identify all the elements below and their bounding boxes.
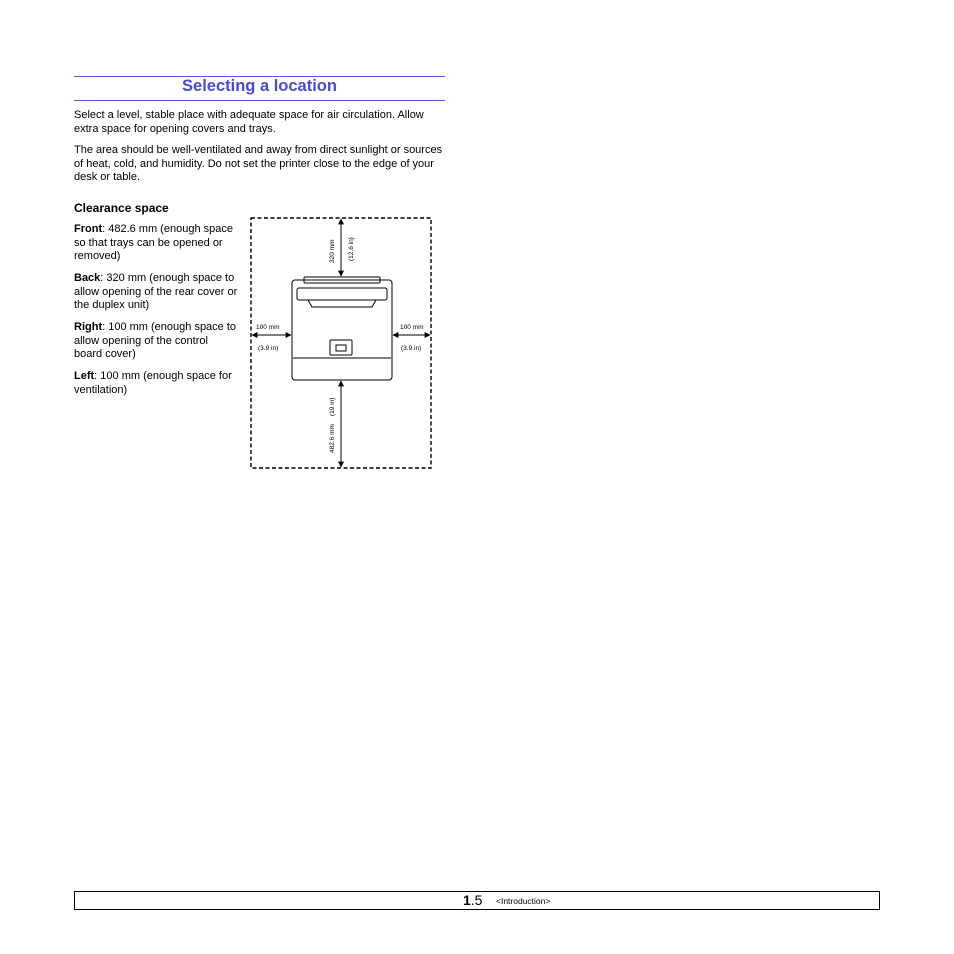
clearance-left-label: Left	[74, 370, 95, 382]
printer-illustration	[292, 277, 392, 380]
front-in-label: (19 in)	[329, 397, 336, 416]
page-title: Selecting a location	[182, 77, 337, 95]
page-index: .5	[470, 892, 483, 908]
clearance-front-label: Front	[74, 223, 103, 235]
clearance-left	[74, 370, 239, 397]
page-number	[463, 892, 482, 909]
clearance-right-text: : 100 mm (enough space to allow opening of the control board cover)	[74, 321, 237, 360]
back-in-label: (12.6 in)	[348, 237, 355, 261]
clearance-back	[74, 272, 239, 313]
heading-rule-bottom	[74, 100, 445, 101]
footer-section-label: <Introduction>	[496, 896, 551, 906]
clearance-right	[74, 321, 239, 362]
clearance-diagram	[248, 215, 434, 471]
ventilation-paragraph: The area should be well-ventilated and away from direct sunlight or sources of heat, cold, and humidity. Do not set the printer close to the edge of your desk or table.	[74, 144, 443, 183]
clearance-back-text: : 320 mm (enough space to allow opening of the rear cover or the duplex unit)	[74, 272, 238, 311]
chapter-number: 1	[463, 892, 471, 908]
back-mm-label: 320 mm	[329, 239, 336, 263]
intro-paragraph: Select a level, stable place with adequate space for air circulation. Allow extra space for opening covers and trays.	[74, 109, 424, 135]
clearance-front	[74, 223, 239, 264]
clearance-right-label: Right	[74, 321, 103, 333]
clearance-back-label: Back	[74, 272, 101, 284]
front-mm-label: 482.6 mm	[329, 424, 336, 453]
clearance-heading: Clearance space	[74, 201, 169, 215]
clearance-front-text: : 482.6 mm (enough space so that trays can be opened or removed)	[74, 223, 233, 262]
page-footer	[74, 891, 880, 910]
right-mm-label: 100 mm	[400, 324, 424, 331]
right-in-label: (3.9 in)	[401, 345, 422, 352]
left-in-label: (3.9 in)	[258, 345, 279, 352]
clearance-left-text: : 100 mm (enough space for ventilation)	[74, 370, 232, 396]
left-mm-label: 100 mm	[256, 324, 280, 331]
